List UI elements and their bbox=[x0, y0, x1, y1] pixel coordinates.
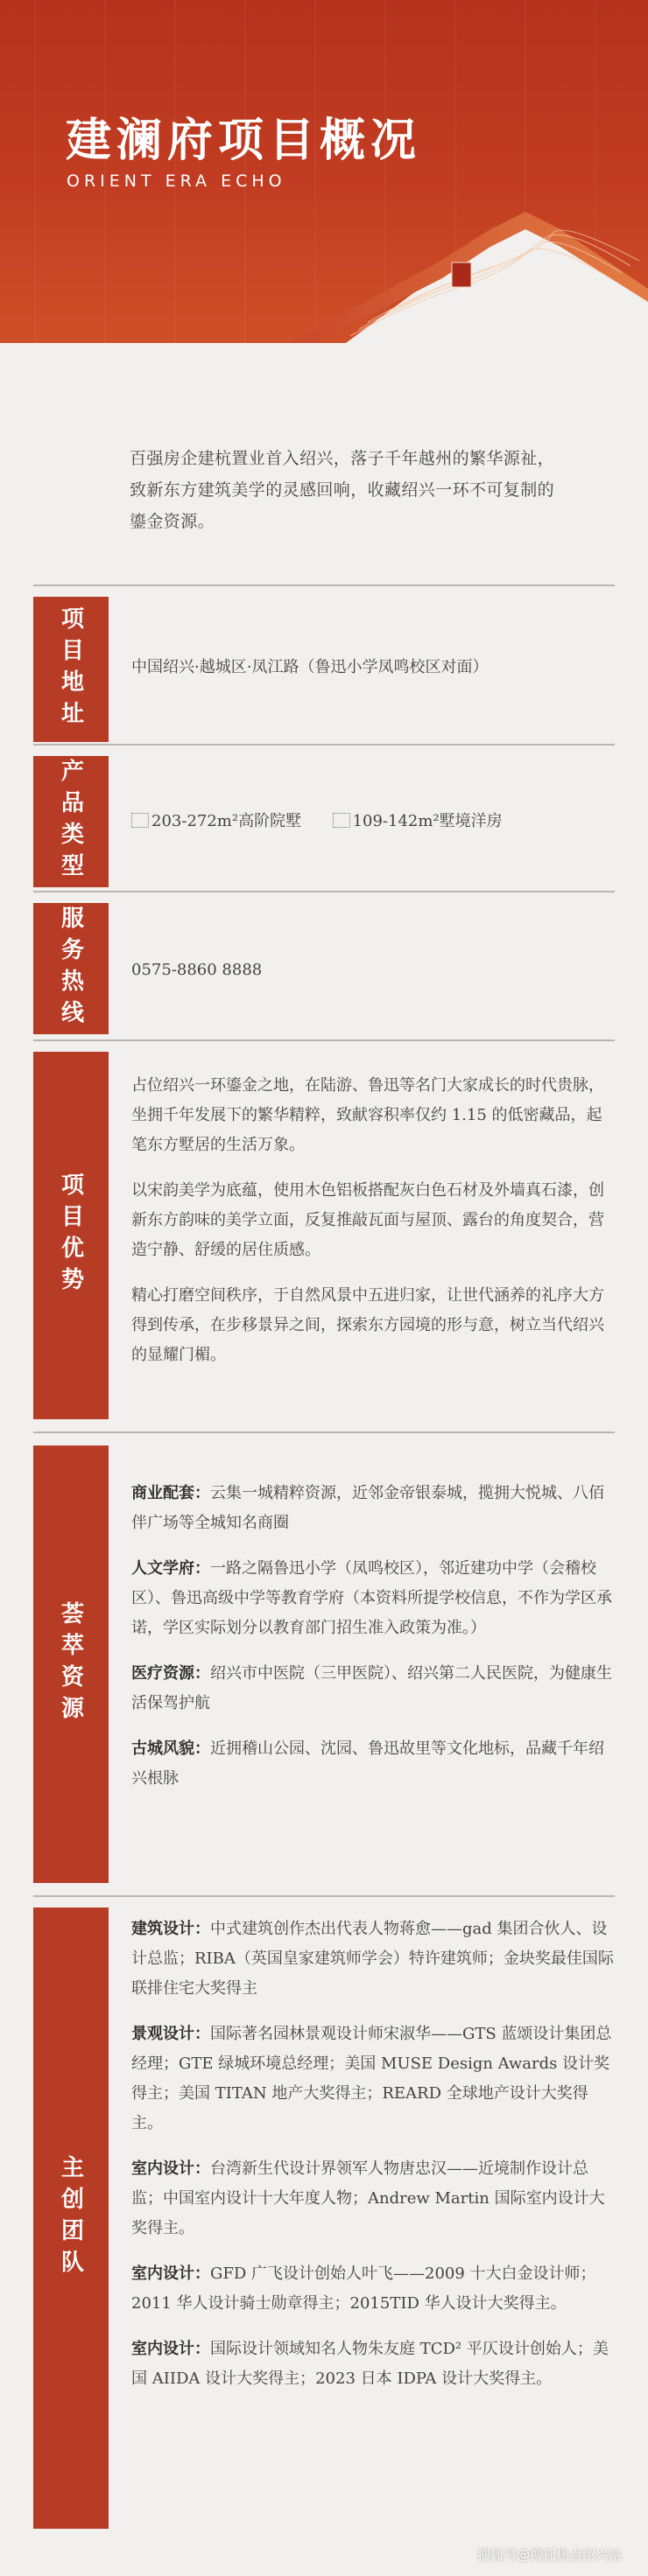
team-section bbox=[33, 1908, 615, 2529]
team-label: 主创团队 bbox=[57, 2155, 84, 2281]
team-item bbox=[131, 2154, 615, 2244]
product-item-2: 109-142m²墅境洋房 bbox=[352, 812, 503, 830]
resource-item bbox=[131, 1479, 615, 1538]
intro-line: 鎏金资源。 bbox=[130, 512, 215, 531]
divider bbox=[33, 1432, 615, 1433]
section-label bbox=[33, 756, 109, 887]
resource-item bbox=[131, 1554, 615, 1643]
page-subtitle: ORIENT ERA ECHO bbox=[67, 172, 286, 191]
divider bbox=[33, 1040, 615, 1041]
team-item-title: 室内设计： bbox=[131, 2340, 210, 2358]
intro-paragraph bbox=[130, 443, 602, 537]
advantage-paragraph: 精心打磨空间秩序，于自然风景中五进归家，让世代涵养的礼序大方得到传承，在步移景异之间，探索东方园境的形与意，树立当代绍兴的显耀门楣。 bbox=[131, 1286, 604, 1364]
product-tag-icon bbox=[131, 813, 149, 828]
product-label: 产品类型 bbox=[57, 759, 84, 885]
resource-item bbox=[131, 1734, 615, 1794]
resource-item-text: 云集一城精粹资源，近邻金帝银泰城，揽拥大悦城、八佰伴广场等全城知名商圈 bbox=[131, 1484, 604, 1532]
resource-item-text: 一路之隔鲁迅小学（凤鸣校区），邻近建功中学（会稽校区）、鲁迅高级中学等教育学府（本资料所提学校信息，不作为学区承诺，学区实际划分以教育部门招生准入政策为准。） bbox=[131, 1559, 612, 1637]
team-item-text: 国际设计领域知名人物朱友庭 TCD² 平仄设计创始人；美国 AIIDA 设计大奖得主；2023 日本 IDPA 设计大奖得主。 bbox=[131, 2340, 609, 2388]
advantage-content bbox=[131, 1052, 615, 1419]
hotline-label: 服务热线 bbox=[57, 906, 84, 1032]
address-section bbox=[33, 597, 615, 742]
header-banner bbox=[0, 0, 648, 350]
product-item-1: 203-272m²高阶院墅 bbox=[151, 812, 302, 830]
section-label bbox=[33, 903, 109, 1034]
divider bbox=[33, 744, 615, 746]
resource-item-text: 近拥稽山公园、沈园、鲁迅故里等文化地标，品藏千年绍兴根脉 bbox=[131, 1740, 604, 1788]
resources-section bbox=[33, 1446, 615, 1883]
resource-item bbox=[131, 1659, 615, 1718]
advantage-section bbox=[33, 1052, 615, 1419]
resource-item-text: 绍兴市中医院（三甲医院）、绍兴第二人民医院，为健康生活保驾护航 bbox=[131, 1664, 612, 1712]
page-title: 建澜府项目概况 bbox=[66, 114, 422, 167]
hotline-section bbox=[33, 903, 615, 1034]
advantage-label: 项目优势 bbox=[57, 1172, 84, 1298]
divider bbox=[33, 584, 615, 586]
hotline-content bbox=[131, 903, 615, 1034]
resource-item-title: 商业配套： bbox=[131, 1484, 210, 1502]
team-item-title: 室内设计： bbox=[131, 2264, 210, 2283]
hotline-number[interactable]: 0575-8860 8888 bbox=[131, 961, 263, 979]
team-item-text: GFD 广飞设计创始人叶飞——2009 十大白金设计师；2011 华人设计骑士勋章得主；2015TID 华人设计大奖得主。 bbox=[131, 2264, 596, 2313]
intro-line: 致新东方建筑美学的灵感回响，收藏绍兴一环不可复制的 bbox=[130, 480, 555, 500]
advantage-paragraph: 占位绍兴一环鎏金之地，在陆游、鲁迅等名门大家成长的时代贵脉，坐拥千年发展下的繁华精粹，致献容积率仅约 1.15 的低密藏品，起笔东方墅居的生活万象。 bbox=[131, 1076, 604, 1154]
resources-content bbox=[131, 1446, 615, 1883]
team-item bbox=[131, 2334, 615, 2394]
section-label bbox=[33, 1446, 109, 1883]
resource-item-title: 人文学府： bbox=[131, 1559, 210, 1578]
team-item-title: 室内设计： bbox=[131, 2160, 210, 2178]
team-item bbox=[131, 2259, 615, 2319]
product-section bbox=[33, 756, 615, 887]
address-label: 项目地址 bbox=[57, 606, 84, 732]
team-item-text: 台湾新生代设计界领军人物唐忠汉——近境制作设计总监；中国室内设计十大年度人物；Andrew Martin 国际室内设计大奖得主。 bbox=[131, 2160, 605, 2237]
section-label bbox=[33, 1052, 109, 1419]
section-label bbox=[33, 1908, 109, 2529]
divider bbox=[33, 1895, 615, 1897]
team-item-title: 建筑设计： bbox=[131, 1920, 210, 1938]
resources-label: 荟萃资源 bbox=[57, 1601, 84, 1727]
team-item bbox=[131, 1914, 615, 2004]
team-item-title: 景观设计： bbox=[131, 2025, 210, 2043]
section-label bbox=[33, 597, 109, 742]
resource-item-title: 医疗资源： bbox=[131, 1664, 210, 1683]
product-content bbox=[131, 756, 615, 887]
team-content bbox=[131, 1908, 615, 2529]
team-item-text: 中式建筑创作杰出代表人物蒋愈——gad 集团合伙人、设计总监；RIBA（英国皇家建筑师学会）特许建筑师；金块奖最佳国际联排住宅大奖得主 bbox=[131, 1920, 614, 1998]
divider bbox=[33, 891, 615, 892]
intro-line: 百强房企建杭置业首入绍兴，落子千年越州的繁华源祉， bbox=[130, 449, 555, 468]
resource-item-title: 古城风貌： bbox=[131, 1740, 210, 1758]
team-item bbox=[131, 2020, 615, 2138]
watermark: 搜狐号@搜狐焦点绍兴站 bbox=[476, 2547, 622, 2563]
address-text: 中国绍兴·越城区·凤江路（鲁迅小学凤鸣校区对面） bbox=[131, 658, 489, 676]
address-content bbox=[131, 597, 615, 742]
advantage-paragraph: 以宋韵美学为底蕴，使用木色铝板搭配灰白色石材及外墙真石漆，创新东方韵味的美学立面，反复推敲瓦面与屋顶、露台的角度契合，营造宁静、舒缓的居住质感。 bbox=[131, 1181, 604, 1259]
team-item-text: 国际著名园林景观设计师宋淑华——GTS 蓝颂设计集团总经理；GTE 绿城环境总经理；美国 MUSE Design Awards 设计奖得主；美国 TITAN 地产大奖得主；REARD 全球地产设计大奖得主。 bbox=[131, 2025, 612, 2132]
product-tag-icon bbox=[333, 813, 350, 828]
